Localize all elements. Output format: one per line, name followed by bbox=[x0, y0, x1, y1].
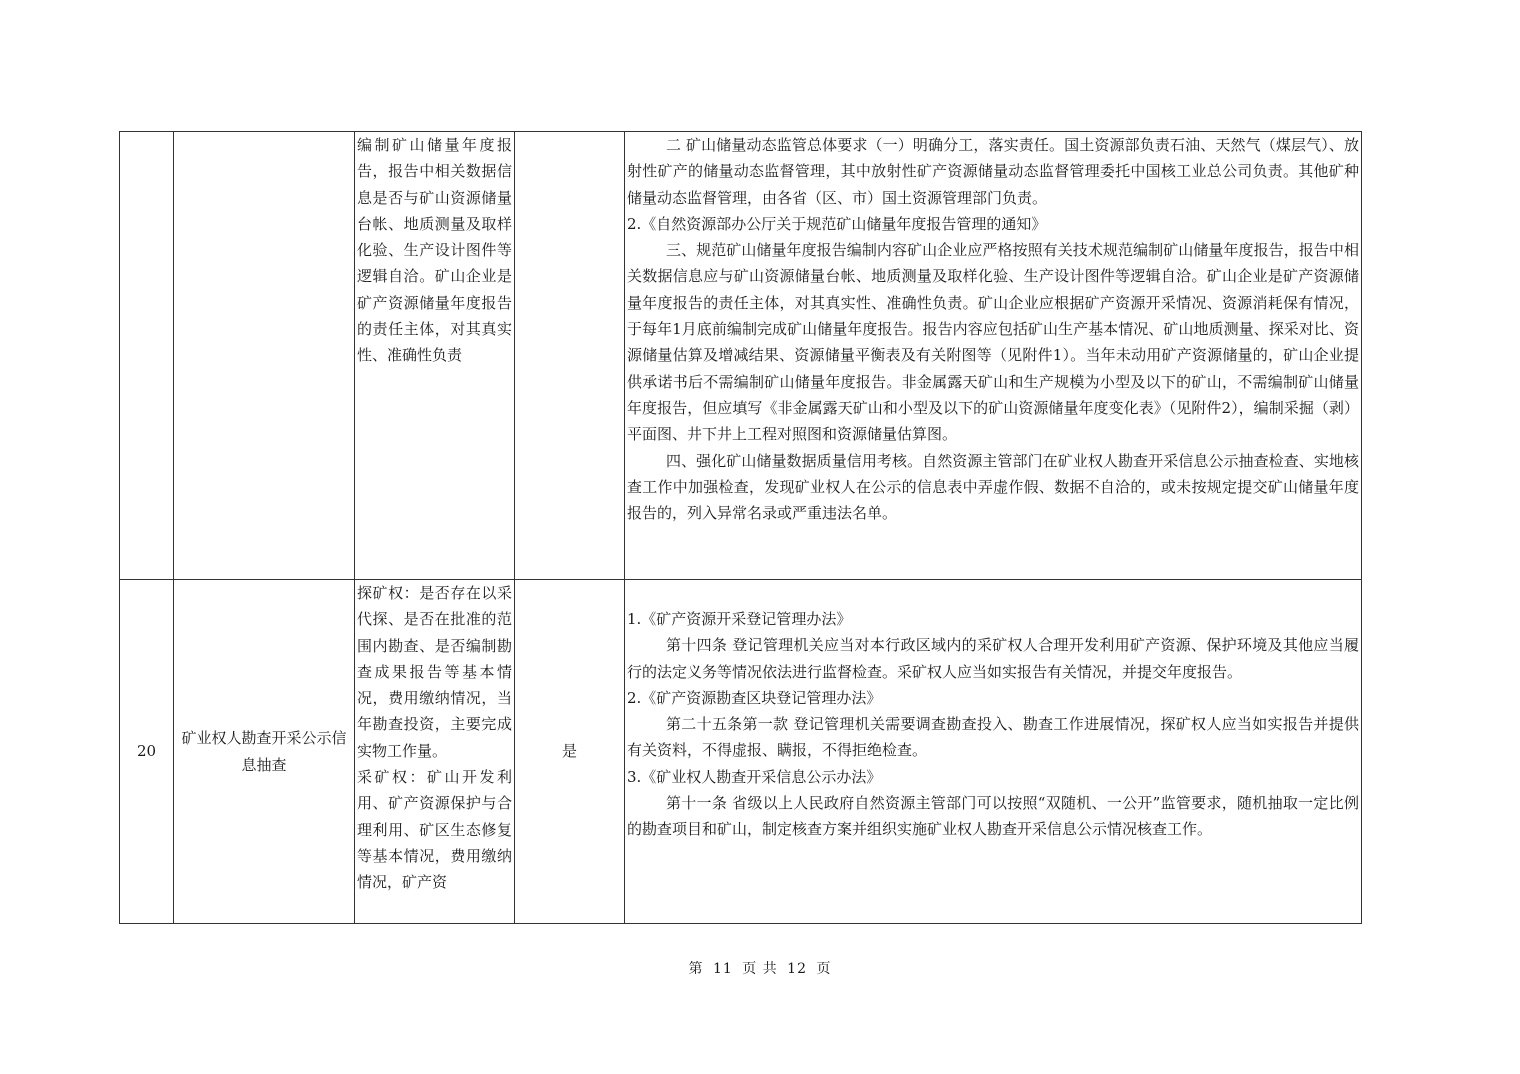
item-name bbox=[174, 132, 355, 580]
check-result bbox=[515, 132, 625, 580]
inspection-table bbox=[119, 131, 1362, 924]
basis-heading: 3.《矿业权人勘查开采信息公示办法》 bbox=[627, 767, 882, 786]
basis-paragraph: 第十四条 登记管理机关应当对本行政区域内的采矿权人合理开发利用矿产资源、保护环境及其他应当履行的法定义务等情况依法进行监督检查。采矿权人应当如实报告有关情况，并提交年度报告。 bbox=[627, 636, 1359, 681]
check-content bbox=[355, 580, 515, 924]
table-row bbox=[120, 132, 1362, 580]
footer-prefix: 第 bbox=[688, 961, 704, 977]
basis-paragraph: 三、规范矿山储量年度报告编制内容矿山企业应严格按照有关技术规范编制矿山储量年度报告，报告中相关数据信息应与矿山资源储量台帐、地质测量及取样化验、生产设计图件等逻辑自洽。矿山企业是矿产资源储量年度报告的责任主体，对其真实性、准确性负责。矿山企业应根据矿产资源开采情况、资源消耗保有情况，于每年1月底前编制完成矿山储量年度报告。报告内容应包括矿山生产基本情况、矿山地质测量、探采对比、资源储量估算及增减结果、资源储量平衡表及有关附图等（见附件1）。当年未动用矿产资源储量的，矿山企业提供承诺书后不需编制矿山储量年度报告。非金属露天矿山和生产规模为小型及以下的矿山，不需编制矿山储量年度报告，但应填写《非金属露天矿山和小型及以下的矿山资源储量年度变化表》（见附件2），编制采掘（剥）平面图、井下井上工程对照图和资源储量估算图。 bbox=[627, 241, 1359, 444]
page-footer bbox=[0, 958, 1520, 978]
legal-basis bbox=[625, 580, 1362, 924]
basis-heading: 2.《矿产资源勘查区块登记管理办法》 bbox=[627, 688, 882, 707]
basis-paragraph: 二 矿山储量动态监管总体要求（一）明确分工，落实责任。国土资源部负责石油、天然气（煤层气）、放射性矿产的储量动态监督管理，其中放射性矿产资源储量动态监督管理委托中国核工业总公司负责。其他矿种储量动态监督管理，由各省（区、市）国土资源管理部门负责。 bbox=[627, 136, 1359, 207]
basis-paragraph: 第十一条 省级以上人民政府自然资源主管部门可以按照“双随机、一公开”监管要求，随机抽取一定比例的勘查项目和矿山，制定核查方案并组织实施矿业权人勘查开采信息公示情况核查工作。 bbox=[627, 794, 1359, 839]
legal-basis bbox=[625, 132, 1362, 580]
row-number bbox=[120, 132, 174, 580]
row-number: 20 bbox=[120, 580, 174, 924]
check-result: 是 bbox=[515, 580, 625, 924]
footer-suffix: 页 bbox=[816, 961, 832, 977]
basis-heading: 1.《矿产资源开采登记管理办法》 bbox=[627, 610, 852, 628]
exploration-right-content: 探矿权：是否存在以采代探、是否在批准的范围内勘查、是否编制勘查成果报告等基本情况，费用缴纳情况，当年勘查投资，主要完成实物工作量。 bbox=[357, 584, 512, 760]
current-page-number: 11 bbox=[712, 961, 733, 977]
total-page-number: 12 bbox=[787, 961, 807, 977]
check-content: 编制矿山储量年度报告，报告中相关数据信息是否与矿山资源储量台帐、地质测量及取样化验、生产设计图件等逻辑自洽。矿山企业是矿产资源储量年度报告的责任主体，对其真实性、准确性负责 bbox=[355, 132, 515, 580]
basis-heading: 2.《自然资源部办公厅关于规范矿山储量年度报告管理的通知》 bbox=[627, 214, 1047, 233]
table-row bbox=[120, 580, 1362, 924]
mining-right-content: 采矿权：矿山开发利用、矿产资源保护与合理利用、矿区生态修复等基本情况，费用缴纳情况，矿产资 bbox=[357, 768, 512, 892]
basis-paragraph: 四、强化矿山储量数据质量信用考核。自然资源主管部门在矿业权人勘查开采信息公示抽查检查、实地核查工作中加强检查，发现矿业权人在公示的信息表中弄虚作假、数据不自洽的，或未按规定提交矿山储量年度报告的，列入异常名录或严重违法名单。 bbox=[627, 451, 1359, 523]
item-name: 矿业权人勘查开采公示信息抽查 bbox=[174, 580, 355, 924]
footer-middle: 页 共 bbox=[742, 961, 778, 977]
basis-paragraph: 第二十五条第一款 登记管理机关需要调查勘查投入、勘查工作进展情况，探矿权人应当如实报告并提供有关资料，不得虚报、瞒报，不得拒绝检查。 bbox=[627, 715, 1359, 760]
